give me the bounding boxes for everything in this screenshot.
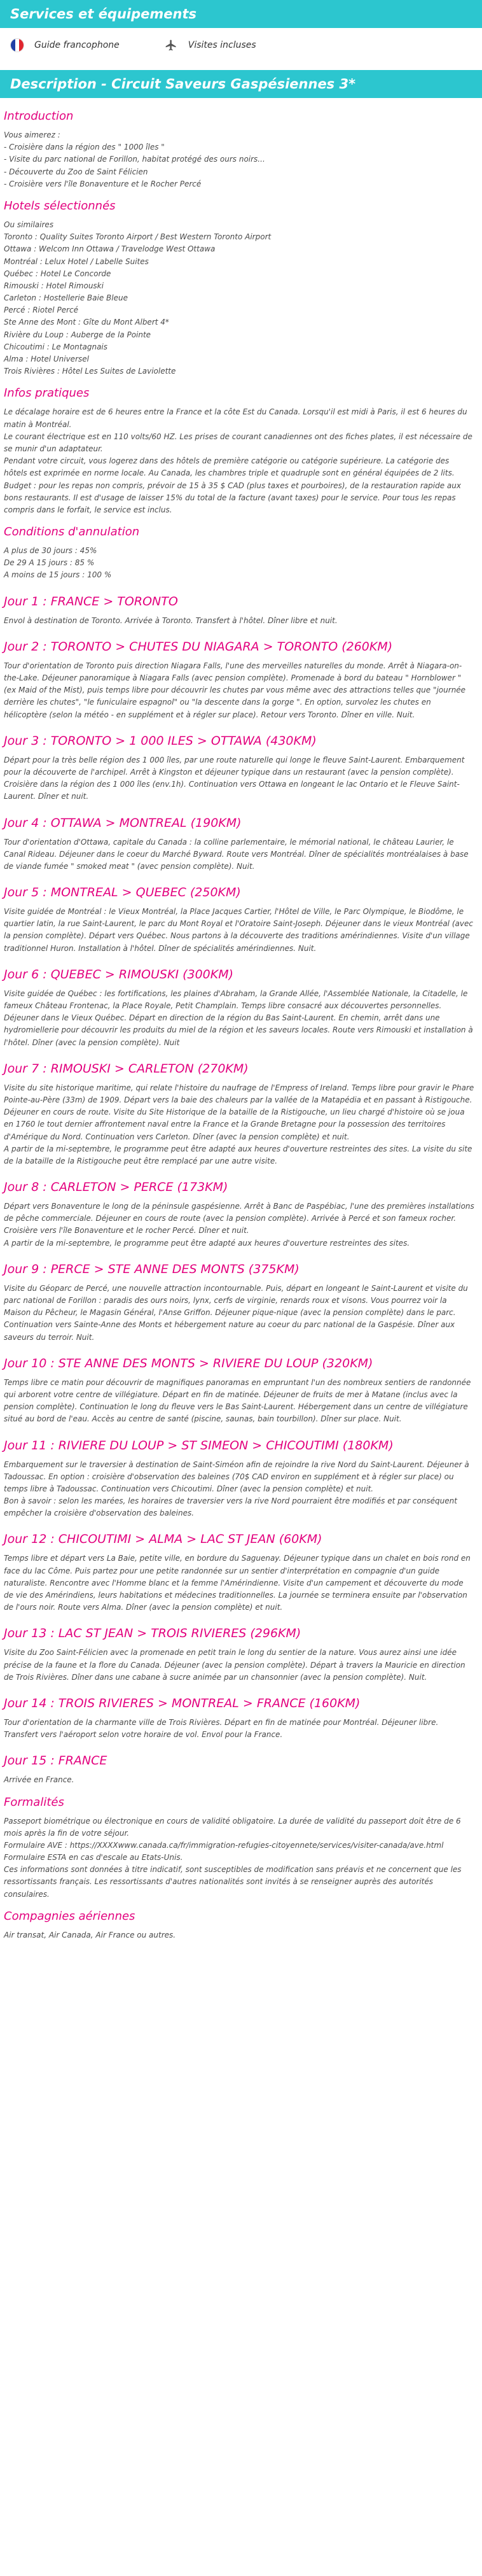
day-title: Jour 8 : CARLETON > PERCE (173KM) <box>4 1180 228 1195</box>
section-body <box>4 545 474 582</box>
day-description <box>4 1774 474 1786</box>
text-line: - Croisière vers l'île Bonaventure et le Rocher Percé <box>4 179 202 188</box>
text-line: Rivière du Loup : Auberge de la Pointe <box>4 330 151 339</box>
text-line: A partir de la mi-septembre, le programme peut être adapté aux heures d'ouverture restreintes des sites. La visite du site de la bataille de la Ristigouche peut être remplacé par une autre visite. <box>4 1144 472 1165</box>
text-line: Budget : pour les repas non compris, prévoir de 15 à 35 $ CAD (plus taxes et pourboires), de la restauration rapide aux bons restaurants. Il est d'usage de laisser 15% du total de la facture (avant taxes) pour le service. Pour tous les repas compris dans le forfait, le service est inclus. <box>4 481 461 514</box>
text-line: Départ pour la très belle région des 1 000 îles, par une route naturelle qui longe le fleuve Saint-Laurent. Embarquement pour la découverte de l'archipel. Arrêt à Kingston et déjeuner typique dans un restaurant (avec la pension complète). Croisière dans la région des 1 000 îles (env.1h). Continuation vers Ottawa en longeant le lac Ontario et le Fleuve Saint-Laurent. Dîner et nuit. <box>4 755 465 801</box>
text-line: Alma : Hotel Universel <box>4 355 89 363</box>
day-title: Jour 12 : CHICOUTIMI > ALMA > LAC ST JEAN (60KM) <box>4 1532 322 1547</box>
text-line: Pendant votre circuit, vous logerez dans des hôtels de première catégorie ou catégorie supérieure. La catégorie des hôtels est exprimée en norme locale. Au Canada, les chambres triple et quadruple sont en général équipées de 2 lits. <box>4 456 455 478</box>
section-title: Compagnies aériennes <box>4 1909 135 1923</box>
text-line: Tour d'orientation de Toronto puis direction Niagara Falls, l'une des merveilles naturelles du monde. Arrêt à Niagara-on-the-Lake. Déjeuner panoramique à Niagara Falls (avec pension complète). Promenade à bord du bateau " Hornblower " (ex Maid of the Mist), puis temps libre pour découvrir les chutes par vous même avec des attractions telles que "journée derrière les chutes", "le funiculaire espagnol" ou "la descente dans la gorge ". En option, survolez les chutes en hélicoptère (selon la météo - en supplément et à régler sur place). Retour vers Toronto. Dîner en ville. Nuit. <box>4 661 466 719</box>
service-guide-label: Guide francophone <box>34 40 120 50</box>
day-description <box>4 988 474 1049</box>
text-line: Départ vers Bonaventure le long de la péninsule gaspésienne. Arrêt à Banc de Paspébiac, l'une des premières installations de pêche commerciale. Déjeuner en cours de route (avec la pension complète). Arrivée à Percé et son fameux rocher. Croisière vers l'île Bonaventure et le rocher Percé. Dîner et nuit. <box>4 1202 474 1235</box>
text-line: A plus de 30 jours : 45% <box>4 546 97 556</box>
text-line: - Croisière dans la région des " 1000 îles " <box>4 143 165 152</box>
text-line: Visite du Zoo Saint-Félicien avec la promenade en petit train le long du sentier de la nature. Vous aurez ainsi une idée précise de la faune et la flore du Canada. Déjeuner (avec la pension complète). Départ à travers la Mauricie en direction de Trois Rivières. Dîner dans une cabane à sucre animée par un chansonnier (avec la pension complète). Nuit. <box>4 1648 465 1682</box>
section-body <box>4 406 474 516</box>
description-content <box>0 98 482 1949</box>
day-title: Jour 4 : OTTAWA > MONTREAL (190KM) <box>4 815 242 830</box>
section-body <box>4 1929 474 1941</box>
text-line: Tour d'orientation d'Ottawa, capitale du Canada : la colline parlementaire, le mémorial national, le château Laurier, le Canal Rideau. Déjeuner dans le coeur du Marché Byward. Route vers Montréal. Dîner de spécialités montréalaises à base de viande fumée " smoked meat " (avec pension complète). Nuit. <box>4 837 469 871</box>
day-description <box>4 754 474 803</box>
text-line: Le courant électrique est en 110 volts/60 HZ. Les prises de courant canadiennes ont des fiches plates, il est nécessaire de se munir d'un adaptateur. <box>4 432 472 453</box>
section-title: Introduction <box>4 109 74 123</box>
section-body <box>4 1815 474 1901</box>
text-line: - Visite du parc national de Forillon, habitat protégé des ours noirs... <box>4 155 265 164</box>
text-line: Percé : Riotel Percé <box>4 306 78 315</box>
services-row <box>0 28 482 64</box>
text-line: Visite guidée de Québec : les fortifications, les plaines d'Abraham, la Grande Allée, l'Assemblée Nationale, la Citadelle, le fameux Château Frontenac, la Place Royale, Petit Champlain. Temps libre consacré aux découvertes personnelles. Déjeuner dans le Vieux Québec. Départ en direction de la région du Bas Saint-Laurent. En chemin, arrêt dans une hydromiellerie pour découvrir les produits du miel de la région et les saveurs locales. Route vers Rimouski et installation à l'hôtel. Dîner (avec la pension complète). Nuit <box>4 989 473 1047</box>
text-line: A moins de 15 jours : 100 % <box>4 570 112 580</box>
text-line: Bon à savoir : selon les marées, les horaires de traversier vers la rive Nord pourraient être modifiés et par conséquent empêcher la croisière d'observation des baleines. <box>4 1496 457 1518</box>
day-title: Jour 14 : TROIS RIVIERES > MONTREAL > FRANCE (160KM) <box>4 1696 361 1710</box>
day-description <box>4 1717 474 1741</box>
text-line: A partir de la mi-septembre, le programme peut être adapté aux heures d'ouverture restreintes des sites. <box>4 1238 410 1248</box>
day-description <box>4 906 474 955</box>
section-title: Infos pratiques <box>4 386 90 400</box>
text-line: - Découverte du Zoo de Saint Félicien <box>4 167 148 176</box>
text-line: Ces informations sont données à titre indicatif, sont susceptibles de modification sans préavis et ne concernent que les ressortissants français. Les ressortissants d'autres nationalités sont invités à se renseigner auprès des autorités consulaires. <box>4 1865 462 1899</box>
text-line: Trois Rivières : Hôtel Les Suites de Laviolette <box>4 367 176 376</box>
text-line: Ste Anne des Mont : Gîte du Mont Albert 4* <box>4 318 169 327</box>
text-line: Ottawa : Welcom Inn Ottawa / Travelodge West Ottawa <box>4 244 216 254</box>
french-flag-icon <box>10 38 24 52</box>
day-title: Jour 15 : FRANCE <box>4 1754 107 1768</box>
text-line: Ou similaires <box>4 220 54 229</box>
text-line: Arrivée en France. <box>4 1775 74 1785</box>
day-title: Jour 10 : STE ANNE DES MONTS > RIVIERE DU LOUP (320KM) <box>4 1356 373 1370</box>
day-title: Jour 1 : FRANCE > TORONTO <box>4 594 178 609</box>
text-line: Envol à destination de Toronto. Arrivée à Toronto. Transfert à l'hôtel. Dîner libre et nuit. <box>4 616 338 625</box>
day-description <box>4 1082 474 1167</box>
section-title: Formalités <box>4 1795 64 1809</box>
text-line: De 29 A 15 jours : 85 % <box>4 558 95 568</box>
day-description <box>4 836 474 873</box>
day-description <box>4 615 474 627</box>
text-line: Temps libre ce matin pour découvrir de magnifiques panoramas en empruntant l'un des nombreux sentiers de randonnée qui arborent votre centre de villégiature. Départ en fin de matinée. Déjeuner de fruits de mer à Matane (inclus avec la pension complète). Continuation le long du fleuve vers le Bas Saint-Laurent. Hébergement dans un centre de villégiature situé au bord de l'eau. Accès au centre de santé (piscine, saunas, bain tourbillon). Dîner sur place. Nuit. <box>4 1377 471 1424</box>
text-line: Temps libre et départ vers La Baie, petite ville, en bordure du Saguenay. Déjeuner typique dans un chalet en bois rond en face du lac Côme. Puis partez pour une petite randonnée sur un sentier d'interprétation en compagnie d'un guide naturaliste. Rencontre avec l'Homme blanc et la femme l'Amérindienne. Visite d'un campement et découverte du mode de vie des Amérindiens, leurs habitations et médecines traditionnelles. La journée se terminera ensuite par l'observation de l'ours noir. Route vers Alma. Dîner (avec la pension complète) et nuit. <box>4 1554 471 1612</box>
day-title: Jour 13 : LAC ST JEAN > TROIS RIVIERES (296KM) <box>4 1626 301 1641</box>
day-title: Jour 5 : MONTREAL > QUEBEC (250KM) <box>4 885 241 900</box>
text-line: Visite du site historique maritime, qui relate l'histoire du naufrage de l'Empress of Ireland. Temps libre pour gravir le Phare Pointe-au-Père (33m) de 1909. Départ vers la baie des chaleurs par la vallée de la Matapédia et en passant à Ristigouche. Déjeuner en cours de route. Visite du Site Historique de la bataille de la Ristigouche, un lieu chargé d'histoire où se joua en 1760 le tout dernier affrontement naval entre la France et la Grande Bretagne pour la possession des territoires d'Amérique du Nord. Continuation vers Carleton. Dîner (avec la pension complète) et nuit. <box>4 1083 474 1141</box>
day-title: Jour 6 : QUEBEC > RIMOUSKI (300KM) <box>4 967 234 982</box>
text-line: Embarquement sur le traversier à destination de Saint-Siméon afin de rejoindre la rive Nord du Saint-Laurent. Déjeuner à Tadoussac. En option : croisière d'observation des baleines (70$ CAD environ en supplément et à régler sur place) ou temps libre à Tadoussac. Continuation vers Chicoutimi. Dîner (avec la pension complète) et nuit. <box>4 1460 469 1493</box>
service-visits <box>164 38 256 52</box>
section-title: Conditions d'annulation <box>4 525 140 539</box>
service-guide <box>10 38 120 52</box>
text-line: Formulaire AVE : https://XXXXwww.canada.ca/fr/immigration-refugies-citoyennete/services/visiter-canada/ave.html <box>4 1840 444 1850</box>
services-title: Services et équipements <box>0 0 482 28</box>
day-description <box>4 1377 474 1426</box>
section-body <box>4 129 474 190</box>
day-description <box>4 1283 474 1344</box>
text-line: Passeport biométrique ou électronique en cours de validité obligatoire. La durée de validité du passeport doit être de 6 mois après la fin de votre séjour. <box>4 1816 461 1838</box>
text-line: Le décalage horaire est de 6 heures entre la France et la côte Est du Canada. Lorsqu'il est midi à Paris, il est 6 heures du matin à Montréal. <box>4 407 467 429</box>
description-title: Description - Circuit Saveurs Gaspésiennes 3* <box>0 70 482 98</box>
text-line: Tour d'orientation de la charmante ville de Trois Rivières. Départ en fin de matinée pour Montréal. Déjeuner libre. Transfert vers l'aéroport selon votre horaire de vol. Envol pour la France. <box>4 1717 439 1740</box>
day-title: Jour 11 : RIVIERE DU LOUP > ST SIMEON > CHICOUTIMI (180KM) <box>4 1438 394 1453</box>
text-line: Carleton : Hostellerie Baie Bleue <box>4 293 128 303</box>
day-description <box>4 1647 474 1684</box>
day-description <box>4 1459 474 1520</box>
text-line: Québec : Hotel Le Concorde <box>4 269 111 278</box>
day-description <box>4 660 474 721</box>
service-visits-label: Visites incluses <box>188 40 256 50</box>
day-description <box>4 1200 474 1249</box>
day-title: Jour 9 : PERCE > STE ANNE DES MONTS (375KM) <box>4 1262 300 1276</box>
day-description <box>4 1552 474 1614</box>
day-title: Jour 3 : TORONTO > 1 000 ILES > OTTAWA (430KM) <box>4 733 317 748</box>
section-body <box>4 219 474 377</box>
day-title: Jour 7 : RIMOUSKI > CARLETON (270KM) <box>4 1061 249 1076</box>
text-line: Toronto : Quality Suites Toronto Airport / Best Western Toronto Airport <box>4 232 272 242</box>
text-line: Visite du Géoparc de Percé, une nouvelle attraction incontournable. Puis, départ en longeant le Saint-Laurent et visite du parc national de Forillon : paradis des ours noirs, lynx, cerfs de virginie, renards roux et visons. Vous pourrez voir la Maison du Pêcheur, le Magasin Général, l'Anse Griffon. Déjeuner pique-nique (avec la pension complète) dans le parc. Continuation vers Sainte-Anne des Monts et hébergement nature au coeur du parc national de la Gaspésie. Dîner aux saveurs du terroir. Nuit. <box>4 1283 468 1342</box>
text-line: Visite guidée de Montréal : le Vieux Montréal, la Place Jacques Cartier, l'Hôtel de Ville, le Parc Olympique, le Biodôme, le quartier latin, la rue Saint-Laurent, le parc du Mont Royal et l'Oratoire Saint-Joseph. Déjeuner dans le vieux Montréal (avec la pension complète). Départ vers Québec. Nous partons à la découverte des traditions amérindiennes. Visite d'un village traditionnel Huron. Installation à l'hôtel. Dîner de spécialités amérindiennes. Nuit. <box>4 907 473 953</box>
text-line: Montréal : Lelux Hotel / Labelle Suites <box>4 257 149 266</box>
text-line: Air transat, Air Canada, Air France ou autres. <box>4 1930 176 1939</box>
plane-icon <box>164 38 178 52</box>
text-line: Rimouski : Hotel Rimouski <box>4 281 104 290</box>
day-title: Jour 2 : TORONTO > CHUTES DU NIAGARA > TORONTO (260KM) <box>4 639 393 654</box>
text-line: Chicoutimi : Le Montagnais <box>4 342 108 351</box>
text-line: Formulaire ESTA en cas d'escale au Etats-Unis. <box>4 1853 183 1862</box>
text-line: Vous aimerez : <box>4 130 60 139</box>
section-title: Hotels sélectionnés <box>4 199 116 213</box>
